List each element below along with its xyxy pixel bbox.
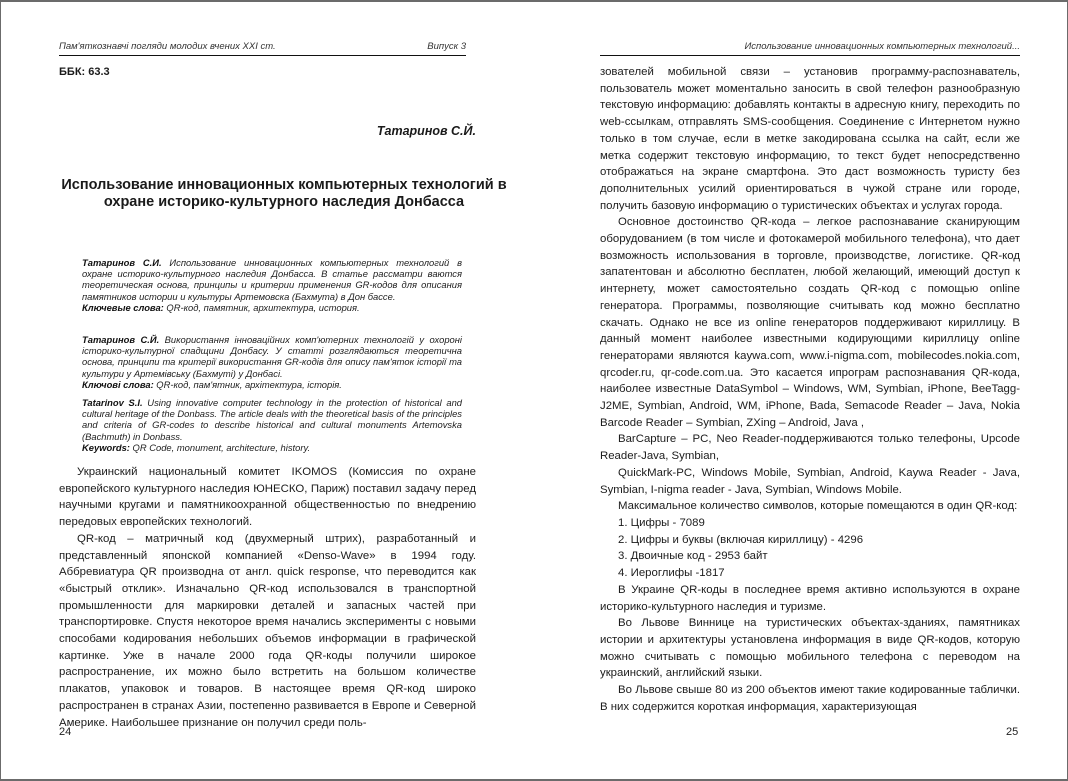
body-text	[600, 64, 1020, 715]
list-item: 4. Иероглифы -1817	[618, 567, 725, 580]
paragraph: BarCapture – PC, Neo Reader-поддерживаются только телефоны, Upcode Reader-Java, Symbian,	[600, 433, 1020, 463]
running-head	[59, 40, 466, 56]
list-item: 3. Двоичные код - 2953 байт	[618, 550, 768, 563]
paragraph: Украинский национальный комитет IKOMOS (Комиссия по охране европейского культурного наследия ЮНЕСКО, Париж) поставил задачу перед научными кругами и памятникоохранной общественностью по внедрению передовых европейских технологий.	[59, 466, 476, 529]
paragraph: Во Львове Виннице на туристических объектах-зданиях, памятниках истории и архитектуры установлена информация в виде QR-кодов, которую можно считывать с помощью мобильного телефона с переводом на украинский, английский языки.	[600, 617, 1020, 680]
abstract-russian	[82, 257, 462, 313]
list-item: 1. Цифры - 7089	[618, 516, 705, 529]
keywords-label: Ключові слова:	[82, 378, 154, 390]
abstract-author: Татаринов С.Й.	[82, 334, 160, 345]
body-text	[59, 464, 476, 731]
abstract-author: Tatarinov S.I.	[82, 397, 143, 408]
page-number: 25	[1006, 726, 1019, 738]
abstract-author: Татаринов С.И.	[82, 257, 162, 268]
page-number: 24	[59, 726, 72, 738]
abstract-text: Використання інноваційних комп'ютерних технологій у охороні історико-культурної спадщини Донбасу. У статті розглядаються теоретична основа, принципи та критерії використання GR-кодів для опису пам'яток історії та культури у Артемівську (Бахмуті) у Донбасі.	[82, 334, 462, 379]
keywords-label: Ключевые слова:	[82, 301, 164, 313]
running-head	[600, 40, 1020, 56]
paragraph: QuickMark-PC, Windows Mobile, Symbian, Android, Kaywa Reader - Java, Symbian, I-nigma reader - Java, Symbian, Windows Mobile.	[600, 466, 1020, 496]
paragraph: Максимальное количество символов, которые помещаются в один QR-код:	[618, 500, 1018, 513]
article-title: Использование инновационных компьютерных технологий в охране историко-культурного наследия Донбасса	[61, 177, 507, 210]
article-author: Татаринов С.Й.	[376, 124, 476, 138]
right-page	[534, 0, 1068, 781]
paragraph: В Украине QR-коды в последнее время активно используются в охране историко-культурного наследия и туризме.	[600, 583, 1020, 613]
keywords: QR-код, пам'ятник, архітектура, історія.	[153, 378, 342, 390]
journal-title: Пам'яткознавчі погляди молодих вчених XXI ст.	[59, 41, 276, 52]
paragraph: зователей мобильной связи – установив программу-распознаватель, пользователь может моментально заносить в свой телефон разнообразную текстовую информацию: добавлять контакты в адресную книгу, переходить по web-ссылкам, отправлять SMS-сообщения. Соединение с Интернетом нужно только в том случае, если в метке закодирована ссылка на сайт, если же метка содержит текстовую информацию, то текст будет непосредственно отображаться на экране смартфона. Это даст возможность туристу без дополнительных усилий ориентироваться в чужой стране или городе, получить базовую информацию о туристических объектах и услугах города.	[600, 66, 1020, 212]
paragraph: Основное достоинство QR-кода – легкое распознавание сканирующим оборудованием (в том числе и фотокамерой мобильного телефона), что дает возможность использования в торговле, производстве, логистике. QR-код запатентован и абсолютно бесплатен, любой желающий, имеющий доступ к интернету, может самостоятельно создать QR-код с помощью online генератора. Программы, позволяющие считывать код можно бесплатно скачать. Однако не все из online генераторов поддерживают кириллицу. В данный момент наиболее известными кодирующими кириллицу online генераторами являются kaywa.com, www.i-nigma.com, mobilecodes.nokia.com, qrcoder.ru, qr-code.com.ua. Это касается ипрограм распознавания QR-кода, наиболее известные DataSymbol – Windows, WM, Symbian, iPhone, BeeTagg-J2ME, Symbian, Android, WM, iPhone, Bada, Semacode Reader – Java, Nokia Barcode Reader – Symbian, ZXing – Android, Java ,	[600, 216, 1020, 429]
abstract-english	[82, 397, 462, 453]
bbk-code: ББК: 63.3	[59, 66, 110, 78]
keywords: QR-код, памятник, архитектура, история.	[163, 301, 360, 313]
issue-number: Випуск 3	[427, 41, 466, 52]
abstract-text: Using innovative computer technology in the protection of historical and cultural heritage of the Donbass. The article deals with the theoretical basis of the principles and criteria of GR-codes to describe historical and cultural monuments Artemovska (Bachmuth) in Donbass.	[82, 397, 462, 442]
capacity-list	[600, 515, 1020, 582]
abstract-ukrainian	[82, 334, 462, 390]
paragraph: QR-код – матричный код (двухмерный штрих), разработанный и представленный японской компанией «Denso-Wave» в 1994 году. Аббревиатура QR производна от англ. quick response, что переводится как «быстрый отклик». Изначально QR-код использовался в транспортной промышленности для маркировки деталей и запасных частей при транспортировке. Спустя некоторое время начались эксперименты с новыми способами кодирования небольших объемов информации в графической картинке. Уже в начале 2000 года QR-коды получили широкое распространение, их можно было встретить на большом количестве плакатов, упаковок и товаров. В настоящее время QR-код широко распространен в странах Азии, постепенно развивается в Европе и Северной Америке. Наибольшее признание он получил среди поль-	[59, 532, 476, 729]
keywords-label: Keywords:	[82, 441, 130, 453]
abstract-text: Использование инновационных компьютерных технологий в охране историко-культурного наследия Донбасса. В статье рассматри ваются теоретическая основа, принципы и критерии применения GR-кодов для описания памятников истории и культуры Артемовска (Бахмута) в Дон бассе.	[82, 257, 462, 302]
running-title: Использование инновационных компьютерных технологий...	[744, 41, 1020, 52]
paragraph: Во Львове свыше 80 из 200 объектов имеют такие кодированные таблички. В них содержится короткая информация, характеризующая	[600, 684, 1020, 713]
keywords: QR Code, monument, architecture, history.	[129, 441, 311, 453]
list-item: 2. Цифры и буквы (включая кириллицу) - 4296	[618, 533, 864, 546]
